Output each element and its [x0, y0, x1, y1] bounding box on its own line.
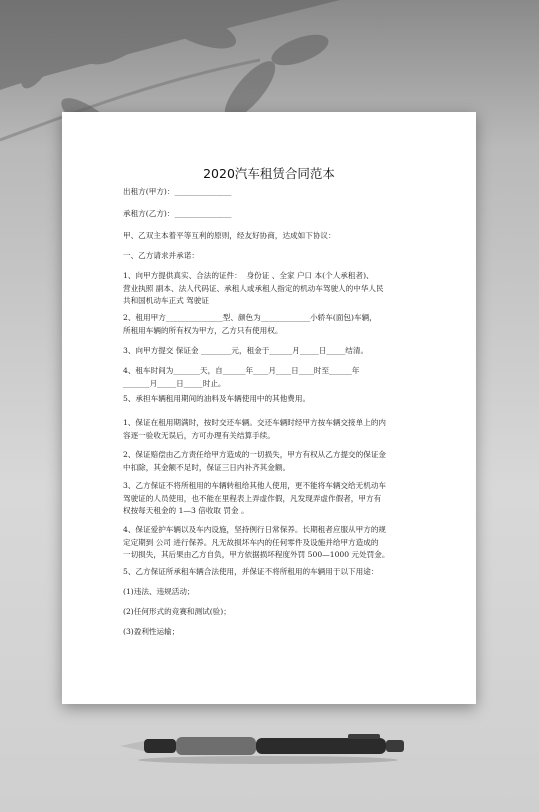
- clause-b1: 1、保证在租用期满时，按时交还车辆。交还车辆时经甲方按车辆交接单上的内 容逐一验收无误后，方可办理有关结算手续。: [123, 418, 387, 440]
- clause-b4: 4、保证爱护车辆以及车内设施，坚持例行日常保养。长期租者应服从甲方的规 定定期到 公司 进行保养。凡无故损坏车内的任何零件及设施并给甲方造成的 一切损失，其后果由乙方自负，甲方依据损坏程度外罚 500—1000 元处罚金。: [123, 525, 390, 560]
- lessee-line: 承租方(乙方)：_______________: [123, 209, 232, 218]
- contract-paper: [62, 112, 476, 704]
- clause-a4: 4、租车时间为_______天，自______年____月____日____时至______年 _______月_____日_____时止。: [123, 366, 360, 388]
- clause-a5: 5、承担车辆租用期间的油料及车辆使用中的其他费用。: [123, 394, 311, 403]
- use-item-2: (2)任何形式的竞赛和测试(验)；: [123, 607, 231, 616]
- section-heading-1: 一、乙方请求并承诺：: [123, 251, 199, 260]
- clause-a3: 3、向甲方提交 保证金 ________元，租金于______月_____日_____结清。: [123, 346, 369, 355]
- clause-b5: 5、乙方保证所承租车辆合法使用，并保证不将所租用的车辆用于以下用途：: [123, 567, 379, 576]
- pen-image: [118, 726, 408, 766]
- lessor-line: 出租方(甲方)：_______________: [123, 187, 232, 196]
- clause-b3: 3、乙方保证不将所租用的车辆转租给其他人使用，更不能将车辆交给无机动车 驾驶证的人员使用，也不能在里程表上弄虚作假，凡发现弄虚作假者，甲方有 权按每天租金的 1—3 倍收取 罚金 。: [123, 481, 387, 516]
- clause-b2: 2、保证赔偿由乙方责任给甲方造成的一切损失，甲方有权从乙方提交的保证金 中扣除，其金额不足时，保证三日内补齐其金额。: [123, 450, 387, 472]
- preamble-line: 甲、乙双主本着平等互利的原则，经友好协商，达成如下协议：: [123, 231, 336, 240]
- document-title: 2020汽车租赁合同范本: [203, 166, 335, 181]
- clause-a1: 1、向甲方提供真实、合法的证件： 身份证 、全家 户口 本(个人承租者)、 营业执照 副本、法人代码证、承租人或承租人指定的机动车驾驶人的中华人民 共和国机动车正式 驾驶证: [123, 271, 384, 306]
- use-item-3: (3)盈利性运输；: [123, 627, 180, 636]
- clause-a2: 2、租用甲方_______________型、颜色为_____________小轿车(面包)车辆， 所租用车辆的所有权为甲方，乙方只有使用权。: [123, 313, 377, 335]
- use-item-1: (1)违法、违规活动；: [123, 587, 195, 596]
